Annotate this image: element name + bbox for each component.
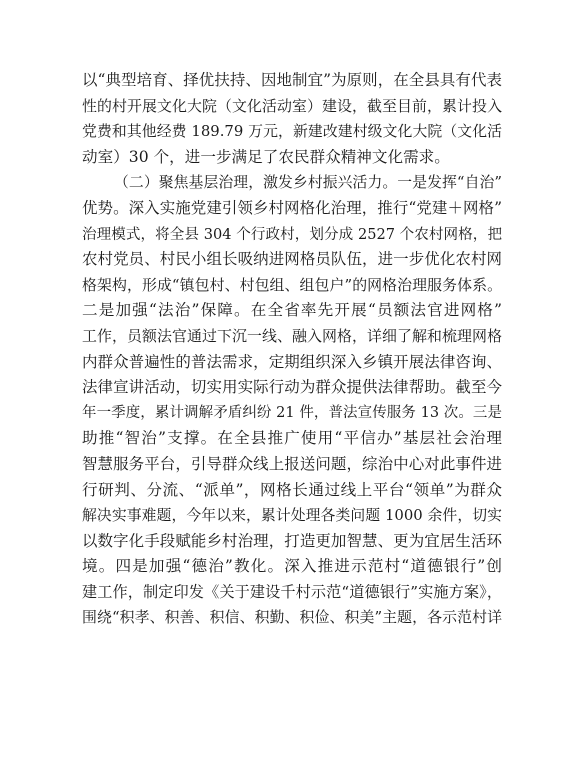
text-line: 建工作，制定印发《关于建设千村示范“道德银行”实施方案》， xyxy=(82,582,502,601)
text-line: 解决实事难题，今年以来，累计处理各类问题 1000 余件，切实 xyxy=(82,507,502,525)
section-heading-line: （二）聚焦基层治理，激发乡村振兴活力。一是发挥“自治” xyxy=(114,174,502,192)
text-line: 法律宣讲活动，切实用实际行动为群众提供法律帮助。截至今 xyxy=(82,378,502,397)
text-line: 性的村开展文化大院（文化活动室）建设，截至目前，累计投入 xyxy=(82,96,502,115)
text-line: 智慧服务平台，引导群众线上报送问题，综治中心对此事件进 xyxy=(82,454,502,473)
text-line: 工作，员额法官通过下沉一线、融入网格，详细了解和梳理网格 xyxy=(82,326,502,345)
text-line: 二是加强“法治”保障。在全省率先开展“员额法官进网格” xyxy=(82,301,502,320)
text-line: 行研判、分流、“派单”，网格长通过线上平台“领单”为群众 xyxy=(82,480,502,499)
text-line: 年一季度，累计调解矛盾纠纷 21 件，普法宣传服务 13 次。三是 xyxy=(82,404,502,421)
text-line: 治理模式，将全县 304 个行政村，划分成 2527 个农村网格，把 xyxy=(82,225,502,243)
text-line: 格架构，形成“镇包村、村包组、组包户”的网格治理服务体系。 xyxy=(82,275,502,294)
text-line: 围绕“积孝、积善、积信、积勤、积俭、积美”主题，各示范村详 xyxy=(82,608,502,627)
text-line: 以数字化手段赋能乡村治理，打造更加智慧、更为宜居生活环 xyxy=(82,531,502,550)
text-line: 助推“智治”支撑。在全县推广使用“平信办”基层社会治理 xyxy=(82,429,502,448)
text-line: 党费和其他经费 189.79 万元，新建改建村级文化大院（文化活 xyxy=(82,122,502,141)
text-line: 内群众普遍性的普法需求，定期组织深入乡镇开展法律咨询、 xyxy=(82,352,502,371)
text-line: 农村党员、村民小组长吸纳进网格员队伍，进一步优化农村网 xyxy=(82,250,502,269)
text-line: 以“典型培育、择优扶持、因地制宜”为原则，在全县具有代表 xyxy=(82,71,502,89)
document-body xyxy=(82,68,502,631)
text-line: 优势。深入实施党建引领乡村网格化治理，推行“党建＋网格” xyxy=(82,198,502,217)
text-line: 境。四是加强“德治”教化。深入推进示范村“道德银行”创 xyxy=(82,557,502,576)
text-line: 动室）30 个，进一步满足了农民群众精神文化需求。 xyxy=(82,147,450,166)
